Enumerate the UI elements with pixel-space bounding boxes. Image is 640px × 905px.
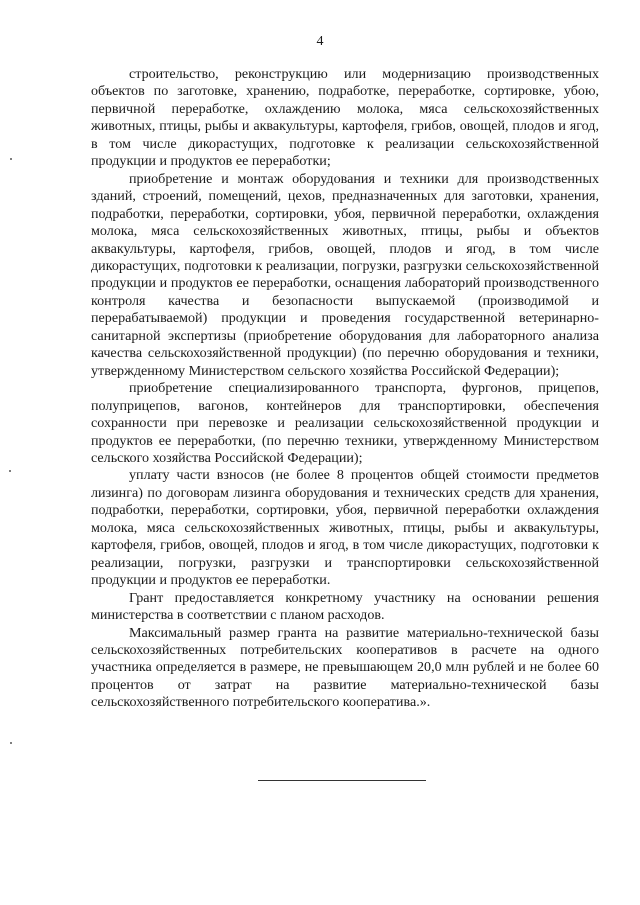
document-body [91, 66, 599, 712]
paragraph-construction: строительство, реконструкцию или модернизацию производственных объектов по заготовке, хранению, подработке, переработке, сортировке, убою, первичной переработке, охлаждению молока, мяса сельскохозяйственных животных, птицы, рыбы и аквакультуры, картофеля, грибов, овощей, плодов и ягод, в том числе дикорастущих, подготовке к реализации сельскохозяйственной продукции и продуктов ее переработки; [91, 66, 599, 170]
scan-speck [9, 470, 11, 472]
page-number: 4 [316, 34, 324, 49]
closing-divider-line [258, 780, 426, 781]
paragraph-leasing-payments: уплату части взносов (не более 8 процентов общей стоимости предметов лизинга) по договорам лизинга оборудования и технических средств для хранения, подработки, переработки, сортировки, убоя, первичной переработки охлаждения молока, мяса сельскохозяйственных животных, птицы, рыбы и аквакультуры, картофеля, грибов, овощей, плодов и ягод, в том числе дикорастущих, подготовки к реализации, погрузки, разгрузки и транспортировки сельскохозяйственной продукции и продуктов ее переработки. [91, 467, 599, 589]
paragraph-transport-purchase: приобретение специализированного транспорта, фургонов, прицепов, полуприцепов, вагонов, контейнеров для транспортировки, обеспечения сохранности при перевозке и реализации сельскохозяйственной продукции и продуктов ее переработки, (по перечню техники, утвержденному Министерством сельского хозяйства Российской Федерации); [91, 380, 599, 466]
scan-speck [10, 158, 12, 160]
paragraph-maximum-grant: Максимальный размер гранта на развитие материально-технической базы сельскохозяйственных потребительских кооперативов в расчете на одного участника определяется в размере, не превышающем 20,0 млн рублей и не более 60 процентов от затрат на развитие материально-технической базы сельскохозяйственного потребительского кооператива.». [91, 624, 599, 711]
paragraph-equipment-purchase: приобретение и монтаж оборудования и техники для производственных зданий, строений, помещений, цехов, предназначенных для заготовки, хранения, подработки, переработки, сортировки, убоя, первичной переработки, охлаждения молока, мяса сельскохозяйственных животных, птицы, рыбы и объектов аквакультуры, картофеля, грибов, овощей, плодов и ягод, в том числе дикорастущих, подготовки к реализации, погрузки, разгрузки сельскохозяйственной продукции и продуктов ее переработки, оснащения лабораторий производственного контроля качества и безопасности выпускаемой (производимой и перерабатываемой) продукции и проведения государственной ветеринарно-санитарной экспертизы (приобретение оборудования для лабораторного анализа качества сельскохозяйственной продукции) (по перечню оборудования и техники, утвержденному Министерством сельского хозяйства Российской Федерации); [91, 170, 599, 379]
paragraph-grant-decision: Грант предоставляется конкретному участнику на основании решения министерства в соответствии с планом расходов. [91, 589, 599, 624]
scan-speck [10, 742, 12, 744]
